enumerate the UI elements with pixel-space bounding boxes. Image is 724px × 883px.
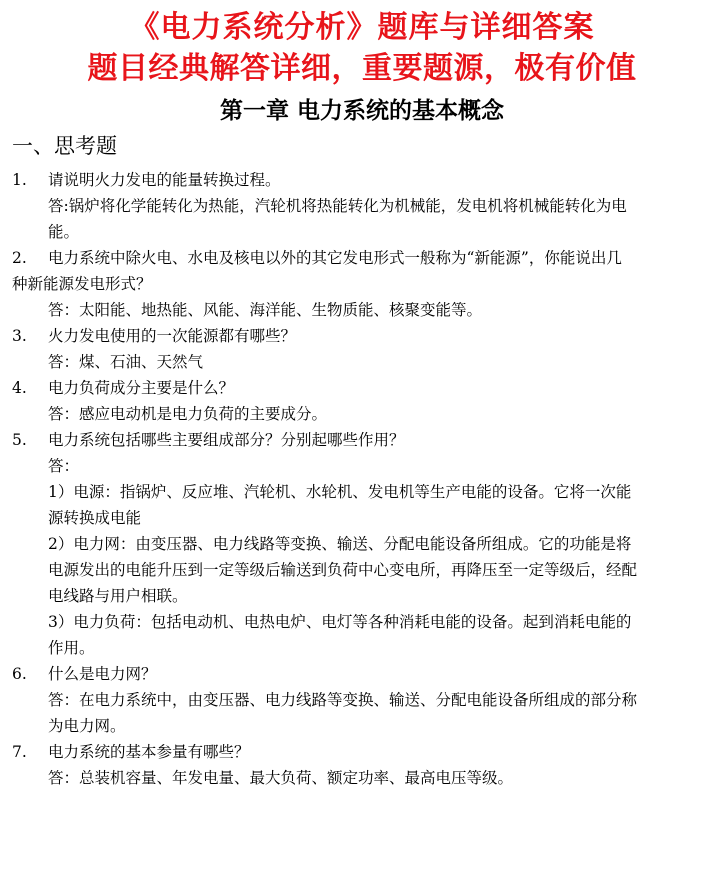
question-text-line: 火力发电使用的一次能源都有哪些？ [48,327,297,345]
question-number: 7. [12,743,27,761]
question-number: 6. [12,665,27,683]
chapter-title: 第一章 电力系统的基本概念 [219,98,504,124]
answer-text-line: 能。 [48,223,80,241]
question-text-line: 电力系统的基本参量有哪些？ [48,743,250,761]
question-text-line: 电力系统中除火电、水电及核电以外的其它发电形式一般称为“新能源”，你能说出几 [48,249,622,267]
answer-text-line: 电线路与用户相联。 [48,587,188,605]
answer-text-line: 答：煤、石油、天然气 [48,353,204,371]
question-text-line: 请说明火力发电的能量转换过程。 [48,171,281,189]
answer-text-line: 1）电源：指锅炉、反应堆、汽轮机、水轮机、发电机等生产电能的设备。它将一次能 [48,483,632,501]
question-text-line: 电力系统包括哪些主要组成部分？分别起哪些作用？ [48,431,405,449]
question-item [12,427,712,661]
question-item [12,375,712,427]
question-body [48,661,712,739]
answer-text-line: 答： [48,457,80,475]
answer-text-line: 电源发出的电能升压到一定等级后输送到负荷中心变电所，再降压至一定等级后，经配 [48,561,638,579]
question-body [48,167,712,245]
question-item [12,661,712,739]
question-body [12,245,712,323]
question-item [12,167,712,245]
banner-title-line-1: 《电力系统分析》题库与详细答案 [129,10,595,45]
answer-text-line: 答：太阳能、地热能、风能、海洋能、生物质能、核聚变能等。 [48,301,483,319]
question-text-line: 电力负荷成分主要是什么？ [48,379,235,397]
question-body [48,323,712,375]
question-body [48,739,712,791]
banner-title-line-2: 题目经典解答详细，重要题源，极有价值 [87,51,637,86]
question-number: 1. [12,171,27,189]
answer-text-line: 作用。 [48,639,95,657]
question-body [48,375,712,427]
answer-text-line: 为电力网。 [48,717,126,735]
question-number: 3. [12,327,27,345]
question-number: 5. [12,431,27,449]
answer-text-line: 答：在电力系统中，由变压器、电力线路等变换、输送、分配电能设备所组成的部分称 [48,691,638,709]
answer-text-line: 源转换成电能 [48,509,142,527]
question-body [48,427,712,661]
answer-text-line: 2）电力网：由变压器、电力线路等变换、输送、分配电能设备所组成。它的功能是将 [48,535,632,553]
answer-text-line: 答:锅炉将化学能转化为热能，汽轮机将热能转化为机械能，发电机将机械能转化为电 [48,197,627,215]
question-item [12,323,712,375]
question-item [12,739,712,791]
question-text-line: 什么是电力网？ [48,665,157,683]
question-item [12,245,712,323]
answer-text-line: 3）电力负荷：包括电动机、电热电炉、电灯等各种消耗电能的设备。起到消耗电能的 [48,613,632,631]
answer-text-line: 答：总装机容量、年发电量、最大负荷、额定功率、最高电压等级。 [48,769,514,787]
question-number: 2. [12,249,27,267]
section-title: 一、思考题 [12,134,117,158]
question-number: 4. [12,379,27,397]
question-text-line: 种新能源发电形式？ [12,275,152,293]
answer-text-line: 答：感应电动机是电力负荷的主要成分。 [48,405,328,423]
